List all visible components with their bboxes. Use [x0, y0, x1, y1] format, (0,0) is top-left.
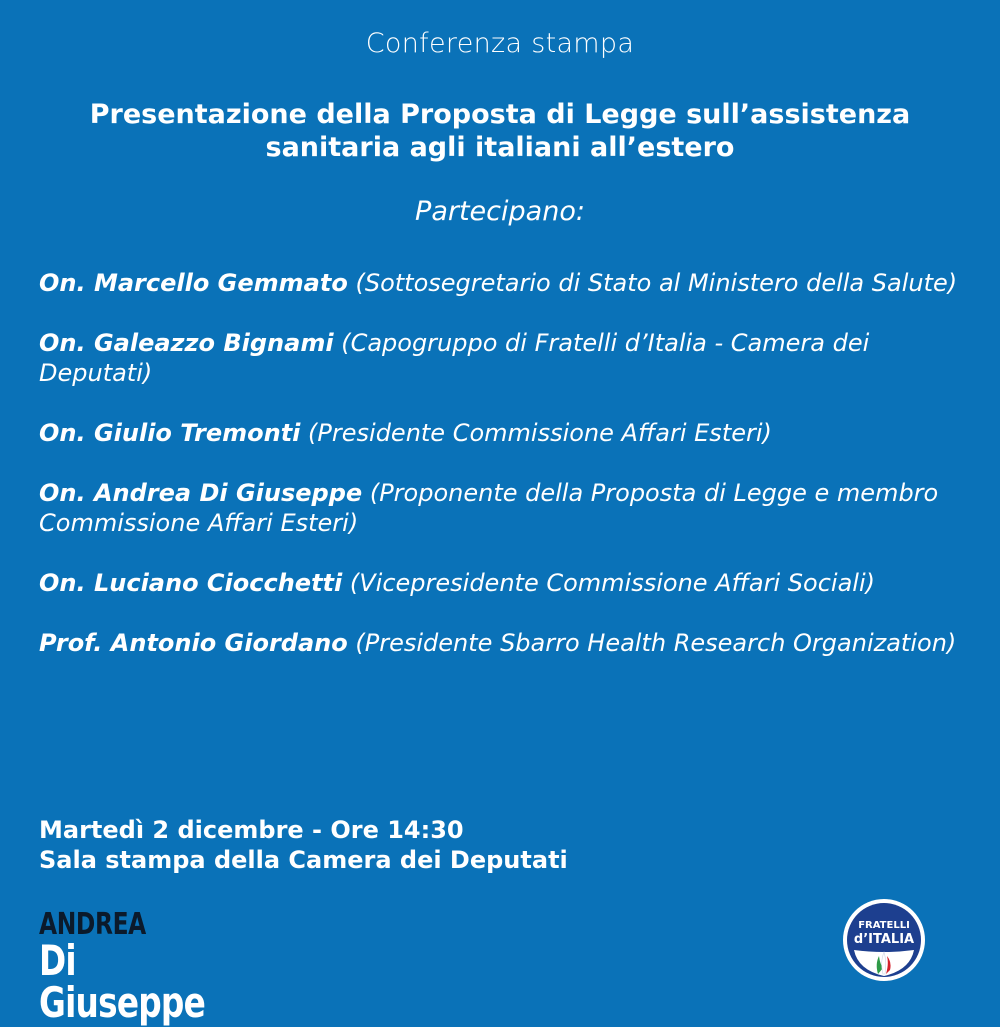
- andrea-di-giuseppe-logo: [39, 907, 211, 1027]
- participant-name: On. Luciano Ciocchetti: [39, 569, 343, 597]
- party-logo-text-2: d’ITALIA: [853, 932, 915, 947]
- participant-name: On. Andrea Di Giuseppe: [39, 479, 363, 507]
- event-title-line-2: sanitaria agli italiani all’estero: [265, 132, 735, 163]
- participant-role: (Vicepresidente Commissione Affari Sociali): [349, 569, 875, 597]
- participant-role: (Capogruppo di Fratelli d’Italia - Camera dei Deputati): [39, 329, 870, 387]
- personal-logo-line-1: ANDREA: [39, 907, 146, 942]
- participant-item: [39, 568, 959, 598]
- participant-item: [39, 478, 959, 538]
- participant-role: (Presidente Sbarro Health Research Organization): [355, 629, 957, 657]
- participant-item: [39, 418, 959, 448]
- event-type-heading: Conferenza stampa: [365, 28, 635, 59]
- participant-role: (Proponente della Proposta di Legge e membro Commissione Affari Esteri): [39, 479, 939, 537]
- participant-item: [39, 328, 959, 388]
- participant-name: On. Marcello Gemmato: [39, 269, 348, 297]
- participant-name: On. Galeazzo Bignami: [39, 329, 334, 357]
- event-title: [30, 98, 970, 164]
- event-datetime: Martedì 2 dicembre - Ore 14:30: [39, 816, 464, 844]
- event-details: [39, 815, 939, 875]
- participants-list: [39, 268, 959, 688]
- event-venue: Sala stampa della Camera dei Deputati: [39, 846, 568, 874]
- personal-logo-line-2: Di Giuseppe: [39, 936, 206, 1027]
- participant-item: [39, 268, 959, 298]
- party-logo-text-1: FRATELLI: [858, 920, 910, 931]
- participant-role: (Sottosegretario di Stato al Ministero della Salute): [355, 269, 958, 297]
- participant-item: [39, 628, 959, 658]
- participant-name: On. Giulio Tremonti: [39, 419, 301, 447]
- participant-name: Prof. Antonio Giordano: [39, 629, 348, 657]
- fratelli-d-italia-logo: [842, 898, 926, 982]
- participant-role: (Presidente Commissione Affari Esteri): [308, 419, 772, 447]
- event-title-line-1: Presentazione della Proposta di Legge sull’assistenza: [89, 99, 911, 130]
- participants-intro: Partecipano:: [415, 196, 585, 227]
